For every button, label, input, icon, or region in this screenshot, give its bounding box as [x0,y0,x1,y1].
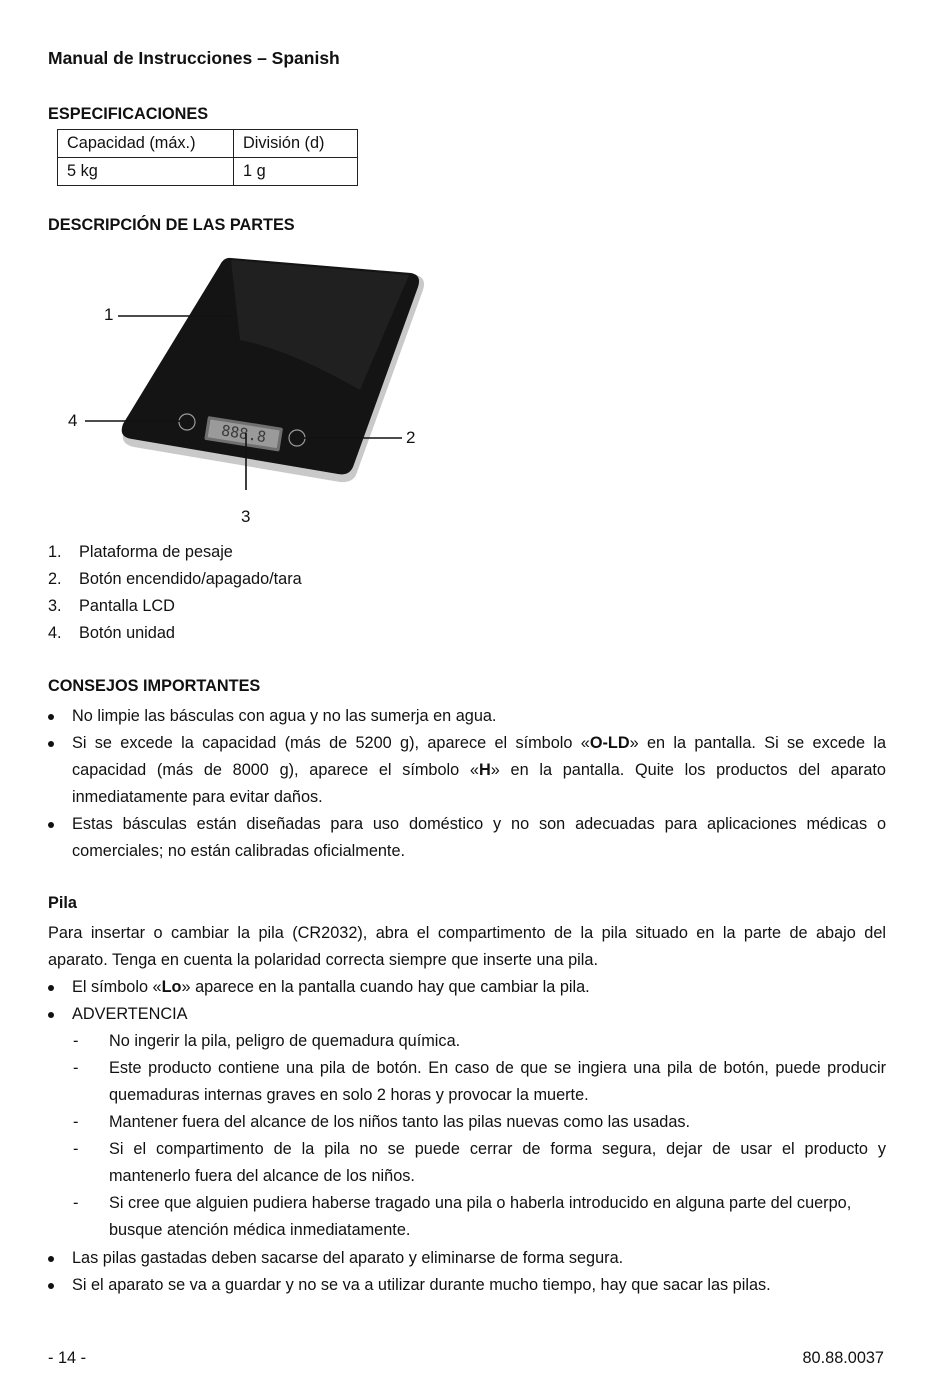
paragraph-line: aparato. Tenga en cuenta la polaridad correcta siempre que inserte una pila. [48,951,598,969]
bullet-text-line: Si se excede la capacidad (más de 5200 g), aparece el símbolo «O-LD» en la pantalla. Si se excede la [72,734,887,752]
list-label: Plataforma de pesaje [79,543,233,561]
dash-item [73,1028,886,1055]
parts-heading: DESCRIPCIÓN DE LAS PARTES [48,216,295,234]
bullet-text-line: Estas básculas están diseñadas para uso doméstico y no son adecuadas para aplicaciones médicas o [72,815,886,833]
bullet-dot [48,1256,54,1262]
bullet-text: Las pilas gastadas deben sacarse del aparato y eliminarse de forma segura. [72,1249,624,1267]
list-number: 1. [48,543,62,561]
bullet-text-line: comerciales; no están calibradas oficialmente. [72,842,406,860]
specs-heading: ESPECIFICACIONES [48,105,209,123]
bullet-text: No limpie las básculas con agua y no las sumerja en agua. [72,707,497,725]
bullet-item [48,730,886,811]
symbol-h: H [478,761,491,779]
dash-text-line: busque atención médica inmediatamente. [109,1221,411,1239]
dash-text-line: Si el compartimento de la pila no se puede cerrar de forma segura, dejar de usar el producto y [109,1140,886,1158]
dash-marker: - [73,1032,79,1050]
bullet-item [48,1272,886,1299]
symbol-old: O-LD [589,734,630,752]
bullet-text-line: inmediatamente para evitar daños. [72,788,323,806]
dash-marker: - [73,1059,79,1077]
paragraph-line: Para insertar o cambiar la pila (CR2032), abra el compartimento de la pila situado en la parte de abajo del [48,924,886,942]
dash-item [73,1190,886,1244]
table-header-cell: Capacidad (máx.) [58,130,234,158]
bullet-text: Si el aparato se va a guardar y no se va a utilizar durante mucho tiempo, hay que sacar las pilas. [72,1276,771,1294]
list-item [48,539,233,566]
bullet-dot [48,1012,54,1018]
dash-marker: - [73,1113,79,1131]
table-header-cell: División (d) [234,130,358,158]
dash-text-line: mantenerlo fuera del alcance de los niños. [109,1167,415,1185]
dash-item [73,1055,886,1109]
dash-text: No ingerir la pila, peligro de quemadura química. [109,1032,461,1050]
table-cell: 5 kg [58,158,234,186]
list-label: Botón encendido/apagado/tara [79,570,302,588]
list-item [48,620,175,647]
dash-text-line: Si cree que alguien pudiera haberse tragado una pila o haberla introducido en alguna parte del cuerpo, [109,1194,852,1212]
bullet-item [48,1245,886,1272]
product-code: 80.88.0037 [802,1349,884,1367]
dash-text: Mantener fuera del alcance de los niños tanto las pilas nuevas como las usadas. [109,1113,691,1131]
list-number: 4. [48,624,62,642]
bullet-item [48,811,886,865]
dash-text-line: Este producto contiene una pila de botón. En caso de que se ingiera una pila de botón, puede producir [109,1059,886,1077]
list-number: 3. [48,597,62,615]
callout-2: 2 [406,428,416,447]
scale-illustration [60,250,440,490]
dash-item [73,1109,886,1136]
dash-item [73,1136,886,1190]
list-label: Pantalla LCD [79,597,175,615]
bullet-item [48,703,886,730]
dash-marker: - [73,1140,79,1158]
table-row [58,158,358,186]
list-item [48,566,302,593]
dash-marker: - [73,1194,79,1212]
bullet-dot [48,714,54,720]
table-cell: 1 g [234,158,358,186]
lcd-digits: 888.8 [219,421,268,447]
bullet-dot [48,1283,54,1289]
bullet-dot [48,985,54,991]
page-title: Manual de Instrucciones – Spanish [48,48,340,68]
bullet-dot [48,822,54,828]
specs-table [57,129,358,186]
page-number: - 14 - [48,1349,87,1367]
symbol-lo: Lo [161,978,182,996]
table-header-row [58,130,358,158]
battery-heading: Pila [48,894,77,912]
callout-1: 1 [104,305,114,324]
tips-heading: CONSEJOS IMPORTANTES [48,677,261,695]
callout-3: 3 [241,507,251,526]
callout-4: 4 [68,411,78,430]
bullet-item [48,974,886,1001]
list-number: 2. [48,570,62,588]
bullet-dot [48,741,54,747]
bullet-item [48,1001,886,1028]
list-item [48,593,175,620]
list-label: Botón unidad [79,624,175,642]
dash-text-line: quemaduras internas graves en solo 2 horas y provocar la muerte. [109,1086,589,1104]
bullet-text: El símbolo «Lo» aparece en la pantalla cuando hay que cambiar la pila. [72,978,590,996]
bullet-text-line: capacidad (más de 8000 g), aparece el símbolo «H» en la pantalla. Quite los productos del aparato [72,761,886,779]
bullet-text: ADVERTENCIA [72,1005,188,1023]
